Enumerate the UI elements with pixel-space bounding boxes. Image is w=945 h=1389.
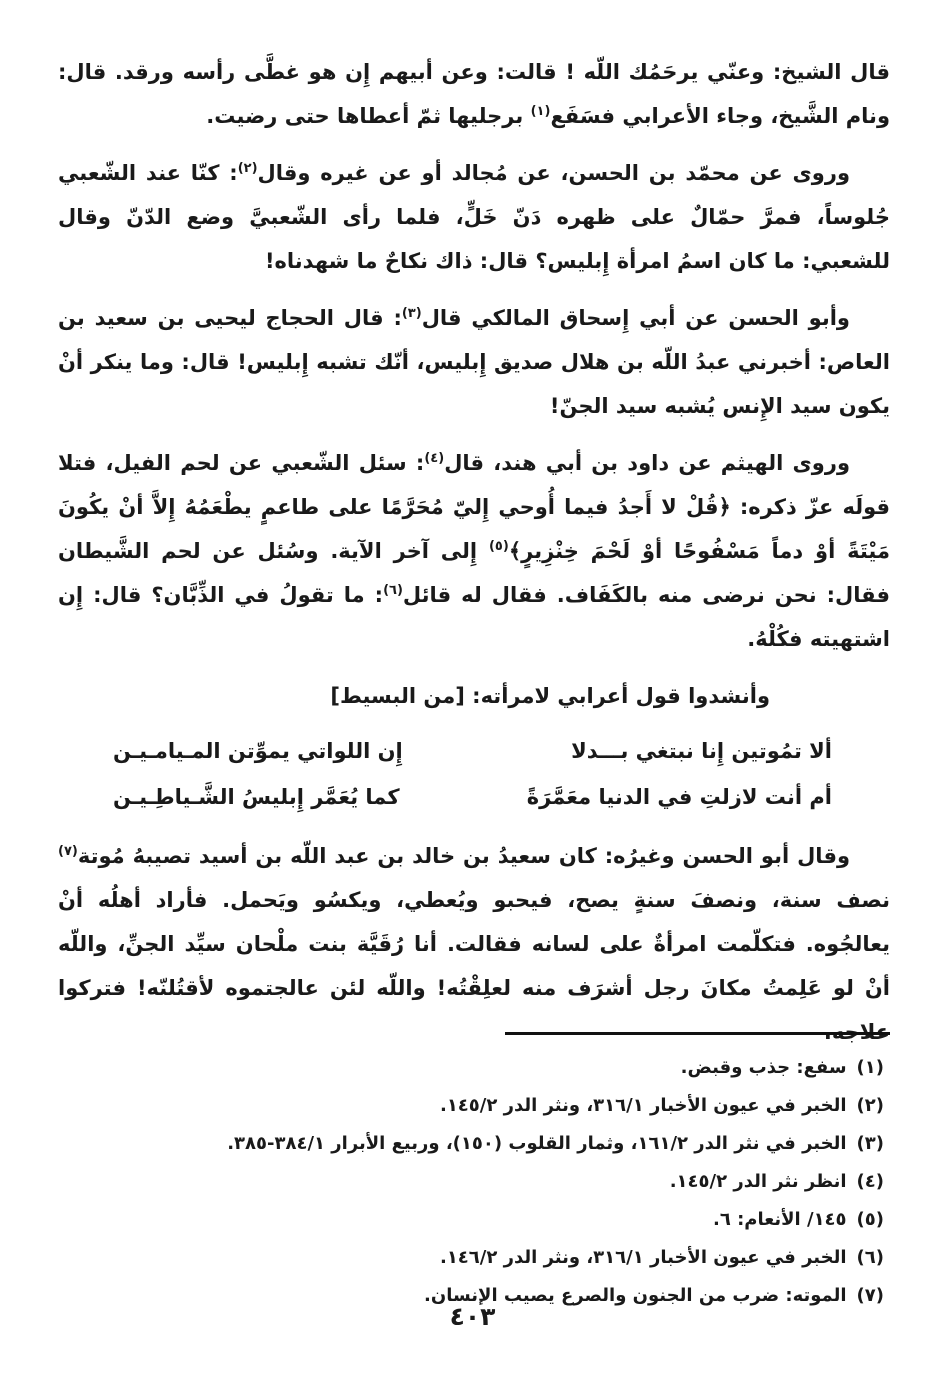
footnote [58, 1239, 890, 1277]
paragraph: وقال أبو الحسن وغيرُه: كان سعيدُ بن خالد بن عبد اللّه بن أسيد تصيبهُ مُوتة$^{(٧)}$ نصف سنة، ونصفَ سنةٍ يصح، فيحبو ويُعطي، ويكسُو ويَحمل. فأراد أهلُه أنْ يعالجُوه. فتكلّمت امرأةٌ على لسانه فقالت. أنا رُقَيَّة بنت ملْحان سيِّد الجنِّ، واللّه أنْ لو عَلِمتُ مكانَ رجل أشرَف منه لعلِقْتُه! واللّه لئن عالجتموه لأقتُلنّه! فتركوا علاجه. [58, 844, 890, 1044]
verse-line [113, 728, 832, 774]
footnotes-section [58, 1032, 890, 1315]
footnote-text: الموته: ضرب من الجنون والصرع يصيب الإنسان. [424, 1285, 847, 1306]
footnote-ref-marker: (٧) [58, 844, 78, 859]
footnote-text: انظر نثر الدر ١٤٥/٢. [669, 1171, 847, 1192]
hemistich-second: إِن اللواتي يموِّتن المـيامـيـن [113, 739, 403, 763]
paragraph: وأبو الحسن عن أبي إِسحاق المالكي قال$^{(٣)}$: قال الحجاج ليحيى بن سعيد بن العاص: أخبرني عبدُ اللّه بن هلال صديق إِبليس، أنّك تشبه إِبليس! قال: وما ينكر أنْ يكون سيد الإِنس يُشبه سيد الجنّ! [58, 306, 890, 418]
footnote-text: الخبر في عيون الأخبار ٣١٦/١، ونثر الدر ١٤٥/٢. [439, 1095, 847, 1116]
footnote-number: (٦) [856, 1247, 884, 1268]
paragraphs-bottom [58, 834, 890, 1054]
footnote-text: ١٤٥/ الأنعام: ٦. [712, 1209, 847, 1230]
footnote-text: الخبر في نثر الدر ١٦١/٢، وثمار القلوب (١٥٠)، وربيع الأبرار ٣٨٤/١-٣٨٥. [227, 1133, 847, 1154]
footnote-ref-marker: (١) [530, 104, 551, 119]
footnote-number: (٧) [856, 1285, 884, 1306]
footnote-ref-marker: (٤) [424, 451, 445, 466]
footnote [58, 1125, 890, 1163]
hemistich-second: كما يُعَمَّر إِبليسُ الشَّـياطِـيـن [113, 785, 400, 809]
poem-intro: وأنشدوا قول أعرابي لامرأته: [من البسيط] [330, 684, 770, 708]
footnote-ref-marker: (٥) [488, 539, 509, 554]
hemistich-first: أم أنت لازلتِ في الدنيا معَمَّرَةً [526, 785, 832, 809]
footnote [58, 1163, 890, 1201]
footnote-number: (٥) [856, 1209, 884, 1230]
paragraph: قال الشيخ: وعنّي يرحَمُك اللّه ! قالت: وعن أبيهم إِن هو غطَّى رأسه ورقد. قال: ونام الشَّيخ، وجاء الأعرابي فسَفَع$^{(١)}$ برجليها ثمّ أعطاها حتى رضيت. [58, 60, 890, 128]
footnote-ref-marker: (٢) [237, 161, 258, 176]
footnote-ref-marker: (٣) [401, 306, 422, 321]
paragraph: وروى عن محمّد بن الحسن، عن مُجالد أو عن غيره وقال$^{(٢)}$: كنّا عند الشّعبي جُلوساً، فمرَّ حمّالٌ على ظهره دَنّ خَلٍّ، فلما رأى الشّعبيَّ وضع الدّنّ وقال للشعبي: ما كان اسمُ امرأة إِبليس؟ قال: ذاك نكاحٌ ما شهدناه! [58, 161, 890, 273]
footnote-number: (٤) [856, 1171, 884, 1192]
footnote-text: سفع: جذب وقبض. [680, 1057, 847, 1078]
footnote-number: (١) [856, 1057, 884, 1078]
footnote-ref-marker: (٦) [383, 583, 403, 598]
footnote [58, 1049, 890, 1087]
page-number: ٤٠٣ [449, 1302, 496, 1331]
footnote [58, 1201, 890, 1239]
footnote-number: (٣) [856, 1133, 884, 1154]
paragraphs-top [58, 50, 890, 661]
footnote-text: الخبر في عيون الأخبار ٣١٦/١، ونثر الدر ١٤٦/٢. [439, 1247, 847, 1268]
page-text-block [58, 50, 890, 1067]
footnote [58, 1087, 890, 1125]
paragraph: وروى الهيثم عن داود بن أبي هند، قال$^{(٤)}$: سئل الشّعبي عن لحم الفيل، فتلا قولَه عزّ ذكره: ﴿قُلْ لا أَجدُ فيما أُوحي إِليّ مُحَرَّمًا على طاعمٍ يطْعَمُهُ إِلاَّ أنْ يكُونَ مَيْتَةً أوْ دماً مَسْفُوحًا أوْ لَحْمَ خِنْزِيرٍ﴾$^{(٥)}$ إِلى آخر الآية. وسُئل عن لحم الشَّيطان فقال: نحن نرضى منه بالكَفَاف. فقال له قائل$^{(٦)}$: ما تقولُ في الذِّبَّان؟ قال: إِن اشتهيته فكُلْهُ. [58, 451, 890, 651]
poem [113, 728, 832, 820]
hemistich-first: ألا تمُوتين إِنا نبتغي بـــدلا [571, 739, 832, 763]
footnote-number: (٢) [856, 1095, 884, 1116]
verse-line [113, 774, 832, 820]
footnote-separator [505, 1032, 890, 1035]
